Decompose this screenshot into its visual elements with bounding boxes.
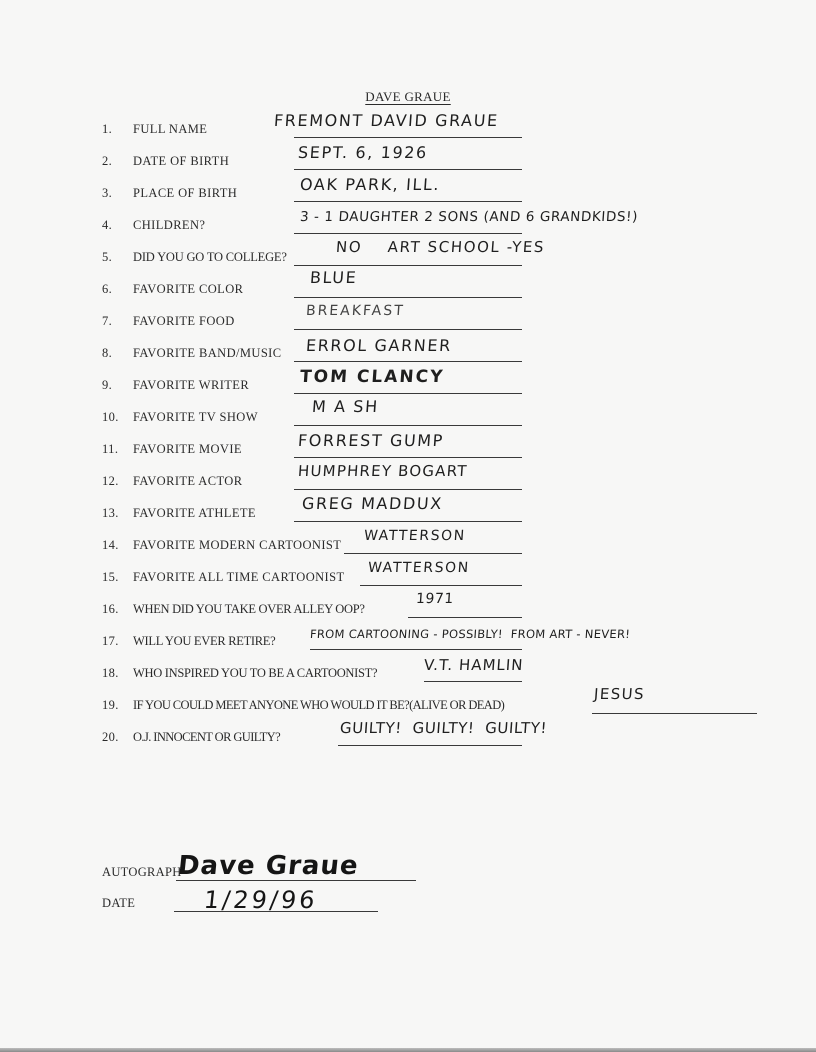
question-row-12	[102, 462, 802, 493]
question-number: 17.	[102, 634, 119, 648]
answer-text: NO ART SCHOOL -YES	[335, 238, 546, 256]
date-row	[102, 888, 442, 918]
question-number: 11.	[102, 442, 119, 456]
question-row-18	[102, 656, 802, 685]
question-number: 13.	[102, 506, 119, 520]
autograph-label: AUTOGRAPH	[102, 865, 182, 879]
question-label: FAVORITE ALL TIME CARTOONIST	[133, 570, 345, 584]
autograph-row	[102, 851, 442, 887]
question-label: FAVORITE FOOD	[133, 314, 235, 328]
question-label: WILL YOU EVER RETIRE?	[133, 634, 276, 648]
question-label: FAVORITE BAND/MUSIC	[133, 346, 282, 360]
question-row-8	[102, 336, 802, 365]
question-number: 14.	[102, 538, 119, 552]
question-label: WHEN DID YOU TAKE OVER ALLEY OOP?	[133, 602, 365, 616]
question-label: DATE OF BIRTH	[133, 154, 230, 168]
question-label: FAVORITE MODERN CARTOONIST	[133, 538, 342, 552]
question-label: FAVORITE WRITER	[133, 378, 250, 392]
question-row-10	[102, 397, 802, 429]
answer-text: GREG MADDUX	[301, 494, 444, 513]
question-number: 2.	[102, 154, 113, 168]
question-row-1	[102, 111, 802, 141]
answer-text: 3 - 1 DAUGHTER 2 SONS (AND 6 GRANDKIDS!)	[299, 209, 639, 225]
question-row-13	[102, 494, 802, 525]
question-number: 9.	[102, 378, 113, 392]
question-label: FAVORITE ACTOR	[133, 474, 243, 488]
answer-line	[294, 521, 522, 522]
answer-text: WATTERSON	[363, 528, 467, 544]
page-edge	[0, 1048, 816, 1052]
answer-line	[344, 553, 522, 554]
answer-line	[360, 585, 522, 586]
answer-line	[408, 617, 522, 618]
question-number: 10.	[102, 410, 119, 424]
question-label: CHILDREN?	[133, 218, 206, 232]
question-number: 4.	[102, 218, 113, 232]
question-label: FAVORITE TV SHOW	[133, 410, 258, 424]
answer-line	[294, 457, 522, 458]
answer-text: FREMONT DAVID GRAUE	[273, 111, 500, 130]
question-number: 8.	[102, 346, 113, 360]
document-title	[0, 89, 816, 105]
question-number: 15.	[102, 570, 119, 584]
question-number: 5.	[102, 250, 113, 264]
question-number: 12.	[102, 474, 119, 488]
question-row-4	[102, 209, 802, 237]
question-row-15	[102, 560, 802, 589]
answer-text: ERROL GARNER	[305, 336, 453, 355]
answer-line	[294, 201, 522, 202]
question-row-9	[102, 367, 802, 397]
question-row-3	[102, 175, 802, 205]
answer-line	[294, 297, 522, 298]
question-label: FAVORITE COLOR	[133, 282, 244, 296]
question-label: FAVORITE ATHLETE	[133, 506, 256, 520]
title-text: DAVE GRAUE	[365, 89, 451, 104]
answer-text: GUILTY! GUILTY! GUILTY!	[339, 719, 548, 737]
answer-text: JESUS	[593, 685, 646, 703]
question-row-11	[102, 431, 802, 461]
question-row-2	[102, 143, 802, 173]
question-number: 19.	[102, 698, 119, 712]
question-label: DID YOU GO TO COLLEGE?	[133, 250, 287, 264]
question-number: 18.	[102, 666, 119, 680]
answer-text: FORREST GUMP	[297, 431, 445, 450]
question-row-6	[102, 268, 802, 301]
answer-text: V.T. HAMLIN	[423, 656, 525, 674]
answer-text: WATTERSON	[367, 560, 471, 576]
date-value: 1/29/96	[202, 886, 320, 914]
question-number: 1.	[102, 122, 113, 136]
answer-line	[294, 137, 522, 138]
question-label: FULL NAME	[133, 122, 208, 136]
date-label: DATE	[102, 896, 136, 910]
answer-line	[294, 265, 522, 266]
answer-line	[310, 649, 522, 650]
question-label: IF YOU COULD MEET ANYONE WHO WOULD IT BE?(ALIVE OR DEAD)	[133, 698, 505, 712]
question-number: 6.	[102, 282, 113, 296]
answer-line	[338, 745, 522, 746]
question-label: WHO INSPIRED YOU TO BE A CARTOONIST?	[133, 666, 378, 680]
question-label: PLACE OF BIRTH	[133, 186, 238, 200]
question-row-5	[102, 238, 802, 269]
answer-line	[294, 489, 522, 490]
answer-text: BREAKFAST	[305, 303, 406, 319]
question-row-17	[102, 629, 802, 653]
answer-line	[294, 329, 522, 330]
answer-text: SEPT. 6, 1926	[297, 143, 429, 162]
answer-line	[294, 169, 522, 170]
answer-text: OAK PARK, ILL.	[299, 175, 441, 194]
answer-line	[592, 713, 757, 714]
answer-text: 1971	[415, 591, 455, 607]
question-label: FAVORITE MOVIE	[133, 442, 242, 456]
question-row-19	[102, 685, 802, 717]
question-row-14	[102, 528, 802, 557]
answer-text: TOM CLANCY	[299, 367, 446, 387]
question-number: 3.	[102, 186, 113, 200]
answer-line	[424, 681, 522, 682]
answer-text: M A SH	[311, 397, 380, 416]
answer-text: HUMPHREY BOGART	[297, 462, 469, 480]
autograph-signature: Dave Graue	[176, 851, 361, 881]
question-row-16	[102, 591, 802, 621]
answer-text: BLUE	[309, 268, 358, 287]
answer-line	[294, 425, 522, 426]
question-row-7	[102, 303, 802, 333]
question-row-20	[102, 719, 802, 749]
question-number: 16.	[102, 602, 119, 616]
answer-line	[294, 361, 522, 362]
question-number: 20.	[102, 730, 119, 744]
question-label: O.J. INNOCENT OR GUILTY?	[133, 730, 281, 744]
answer-line	[294, 233, 522, 234]
answer-text: FROM CARTOONING - POSSIBLY! FROM ART - NEVER!	[309, 627, 631, 641]
question-number: 7.	[102, 314, 113, 328]
answer-line	[294, 393, 522, 394]
